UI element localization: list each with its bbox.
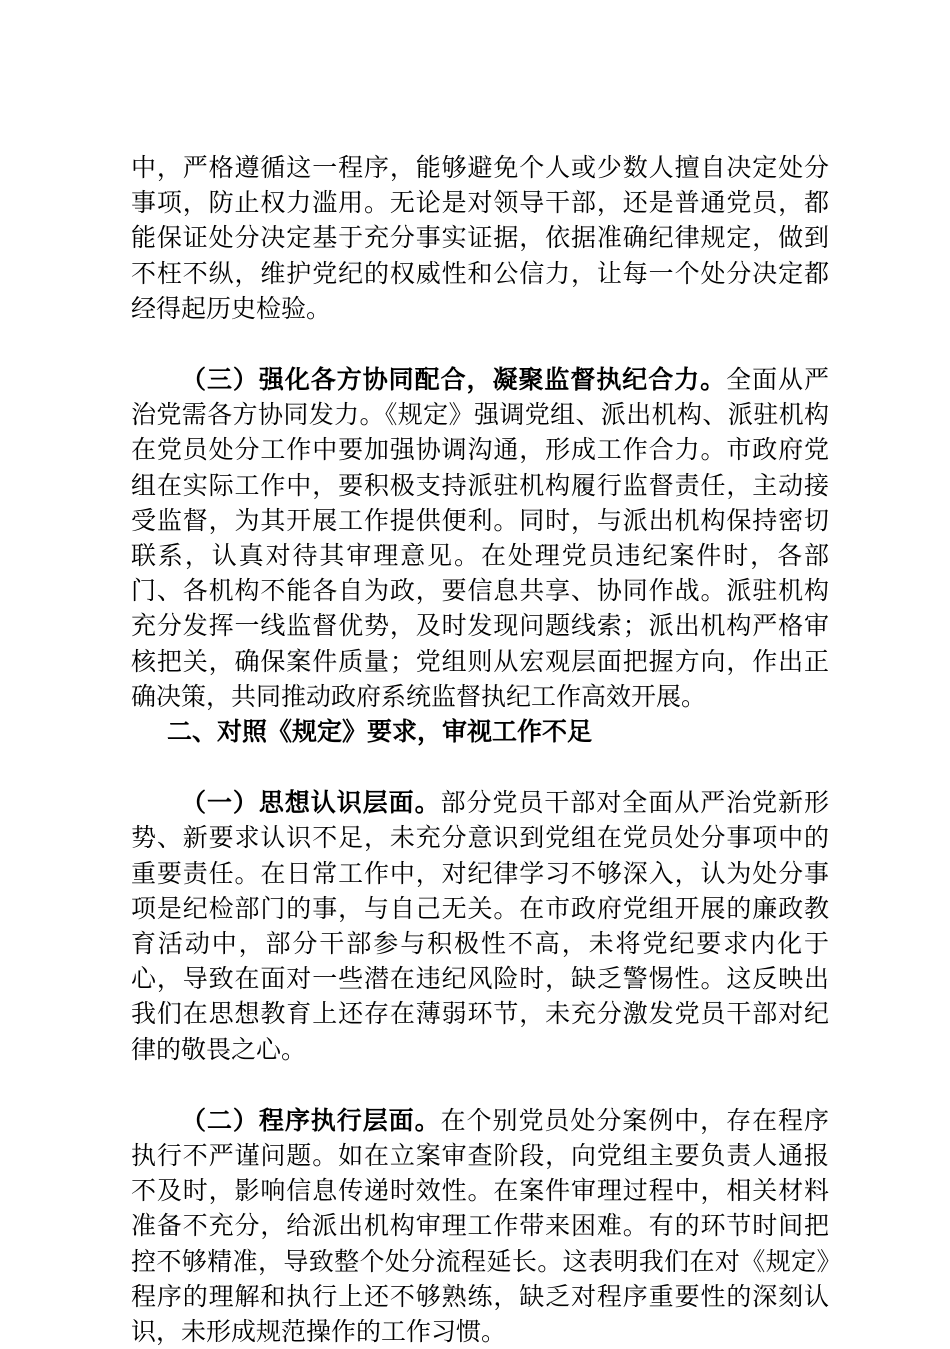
section-2-item-1-lead: （一）思想认识层面。: [181, 788, 441, 818]
section-2-heading: 二、对照《规定》要求，审视工作不足: [167, 717, 593, 747]
section-2-item-2-lead: （二）程序执行层面。: [181, 1105, 441, 1135]
section-1-item-3-paragraph: [131, 362, 829, 714]
section-1-item-3-body: 全面从严治党需各方协同发力。《规定》强调党组、派出机构、派驻机构在党员处分工作中要加强协调沟通，形成工作合力。市政府党组在实际工作中，要积极支持派驻机构履行监督责任，主动接受监督，为其开展工作提供便利。同时，与派出机构保持密切联系，认真对待其审理意见。在处理党员违纪案件时，各部门、各机构不能各自为政，要信息共享、协同作战。派驻机构充分发挥一线监督优势，及时发现问题线索；派出机构严格审核把关，确保案件质量；党组则从宏观层面把握方向，作出正确决策，共同推动政府系统监督执纪工作高效开展。: [131, 365, 829, 711]
section-2-item-1-body: 部分党员干部对全面从严治党新形势、新要求认识不足，未充分意识到党组在党员处分事项中的重要责任。在日常工作中，对纪律学习不够深入，认为处分事项是纪检部门的事，与自己无关。在市政府党组开展的廉政教育活动中，部分干部参与积极性不高，未将党纪要求内化于心，导致在面对一些潜在违纪风险时，缺乏警惕性。这反映出我们在思想教育上还存在薄弱环节，未充分激发党员干部对纪律的敬畏之心。: [131, 788, 829, 1064]
continuation-paragraph: [131, 150, 829, 326]
continuation-text: 中，严格遵循这一程序，能够避免个人或少数人擅自决定处分事项，防止权力滥用。无论是对领导干部，还是普通党员，都能保证处分决定基于充分事实证据，依据准确纪律规定，做到不枉不纵，维护党纪的权威性和公信力，让每一个处分决定都经得起历史检验。: [131, 153, 829, 323]
section-2-item-2-paragraph: [131, 1103, 829, 1349]
section-2-item-2-body: 在个别党员处分案例中，存在程序执行不严谨问题。如在立案审查阶段，向党组主要负责人通报不及时，影响信息传递时效性。在案件审理过程中，相关材料准备不充分，给派出机构审理工作带来困难。有的环节时间把控不够精准，导致整个处分流程延长。这表明我们在对《规定》程序的理解和执行上还不够熟练，缺乏对程序重要性的深刻认识，未形成规范操作的工作习惯。: [131, 1105, 829, 1347]
document-body: [131, 150, 829, 1349]
section-1-item-3-lead: （三）强化各方协同配合，凝聚监督执纪合力。: [181, 365, 727, 395]
section-2-item-1-paragraph: [131, 785, 829, 1067]
